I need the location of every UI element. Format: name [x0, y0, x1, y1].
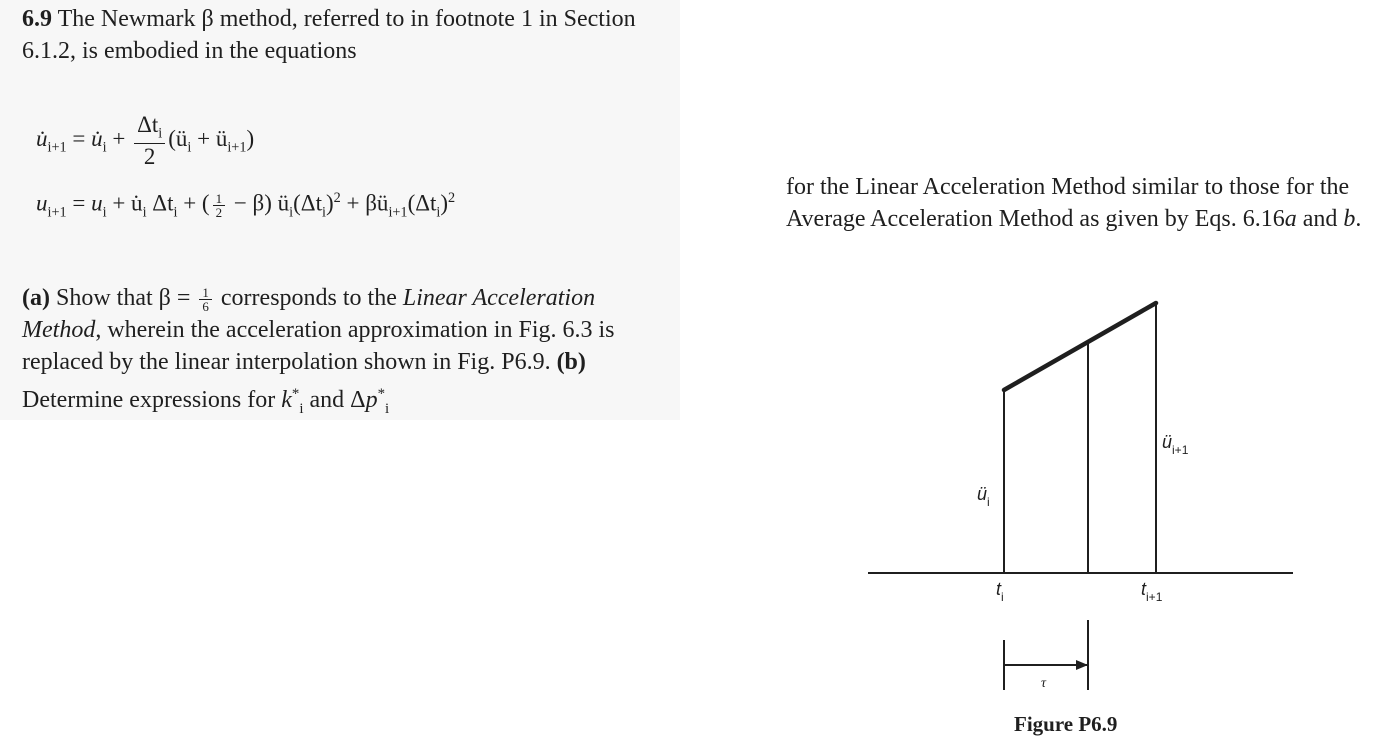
eq1-equals: = [66, 126, 92, 152]
part-b-k: k [281, 387, 292, 413]
problem-intro: The Newmark β method, referred to in footnote 1 in Section 6.1.2, is embodied in the equations [22, 6, 636, 64]
problem-continuation [786, 171, 1396, 235]
eq2-term1-sub: i [102, 204, 107, 221]
eq2-term9-sub: i [436, 204, 441, 221]
part-a-text-2: corresponds to the [214, 285, 403, 311]
continuation-3: . [1355, 206, 1362, 232]
label-tau: τ [1041, 676, 1047, 691]
eq1-term1: u̇ [91, 126, 103, 152]
part-b-label: (b) [556, 349, 586, 375]
eq2-term6-sub: i [321, 204, 326, 221]
eq2-term2-sub: i [142, 204, 147, 221]
part-a-method: Linear Acceleration Method [22, 285, 596, 343]
label-t-i: $t_i$ [996, 579, 1004, 604]
part-a-fraction [199, 286, 212, 313]
part-b-and: and Δ [303, 387, 366, 413]
eq1-paren-sub1: i [187, 139, 192, 156]
equation-displacement [36, 190, 455, 221]
eq2-lhs-sub: i+1 [47, 204, 67, 221]
eq2-half-fraction [213, 192, 226, 219]
eq1-term1-sub: i [102, 139, 107, 156]
eq1-frac-num-sub: i [158, 125, 163, 142]
part-a-text-1: Show that β = [55, 285, 197, 311]
eq1-frac-den: 2 [134, 143, 165, 170]
continuation-2: and [1296, 206, 1344, 232]
eq1-paren: (ü [168, 126, 188, 152]
eq2-term8: + βü [340, 190, 389, 216]
eq2-term1: u [91, 190, 103, 216]
eq2-term5-sub: i [289, 204, 294, 221]
part-a-frac-num: 1 [202, 284, 209, 300]
problem-number: 6.9 [22, 6, 52, 32]
part-b-p: p [365, 387, 378, 413]
eq2-lhs: u [36, 190, 48, 216]
eq2-term9: (Δt [407, 190, 437, 216]
eq1-plus: + [106, 126, 132, 152]
eq1-paren-mid: + ü [191, 126, 228, 152]
eq2-term3: Δt [146, 190, 174, 216]
eq2-term10: ) [440, 190, 449, 216]
eq2-term8-sub: i+1 [388, 204, 408, 221]
continuation-a: a [1284, 206, 1297, 232]
eq2-term7: ) [325, 190, 334, 216]
figure-caption: Figure P6.9 [1014, 712, 1118, 736]
linear-acceleration-segment [1004, 303, 1156, 390]
eq2-half-den: 2 [213, 205, 226, 219]
eq1-paren-sub2: i+1 [227, 139, 247, 156]
part-a-label: (a) [22, 285, 50, 311]
eq2-equals: = [66, 190, 92, 216]
eq2-term7-sup: 2 [333, 190, 341, 206]
figure-p6-9 [860, 290, 1300, 700]
label-udd-i-plus-1: $ü_{i+1}$ [1162, 432, 1189, 457]
eq1-lhs: u̇ [36, 126, 48, 152]
eq2-term2: + u̇ [106, 190, 143, 216]
eq2-term3-sub: i [173, 204, 178, 221]
eq1-lhs-sub: i+1 [47, 139, 67, 156]
eq2-term5: − β) ü [228, 190, 290, 216]
part-a-frac-den: 6 [199, 299, 212, 313]
eq1-fraction [134, 112, 165, 170]
continuation-1: for the Linear Acceleration Method similar to those for the Average Acceleration Method as given by Eqs. 6.16 [786, 174, 1350, 232]
eq2-half-num: 1 [215, 190, 223, 206]
part-b-text-1: Determine expressions for [22, 387, 282, 413]
label-udd-i: $ü_i$ [977, 484, 990, 509]
eq2-term4: + ( [177, 190, 210, 216]
eq2-term10-sup: 2 [448, 190, 456, 206]
eq1-frac-num: Δt [137, 112, 159, 137]
eq2-term6: (Δt [293, 190, 322, 216]
label-t-i-plus-1: $t_{i+1}$ [1141, 579, 1163, 604]
continuation-b: b [1343, 206, 1356, 232]
problem-tasks: (a) Show that β = $\frac{1}{6}$ corresponds to the Linear Acceleration Method, wherein the acceleration approximation in Fig. 6.3 is replaced by the linear interpolation shown in Fig. P6.9. (b) Determine expressions for $k^*_i$ and $\Delta p^*_i$ [22, 284, 615, 417]
part-a-text-3: , wherein the acceleration approximation in Fig. 6.3 is replaced by the linear interpolation shown in Fig. P6.9. [22, 317, 615, 375]
equation-velocity [36, 112, 254, 170]
eq1-close: ) [246, 126, 255, 152]
problem-statement [22, 3, 672, 67]
